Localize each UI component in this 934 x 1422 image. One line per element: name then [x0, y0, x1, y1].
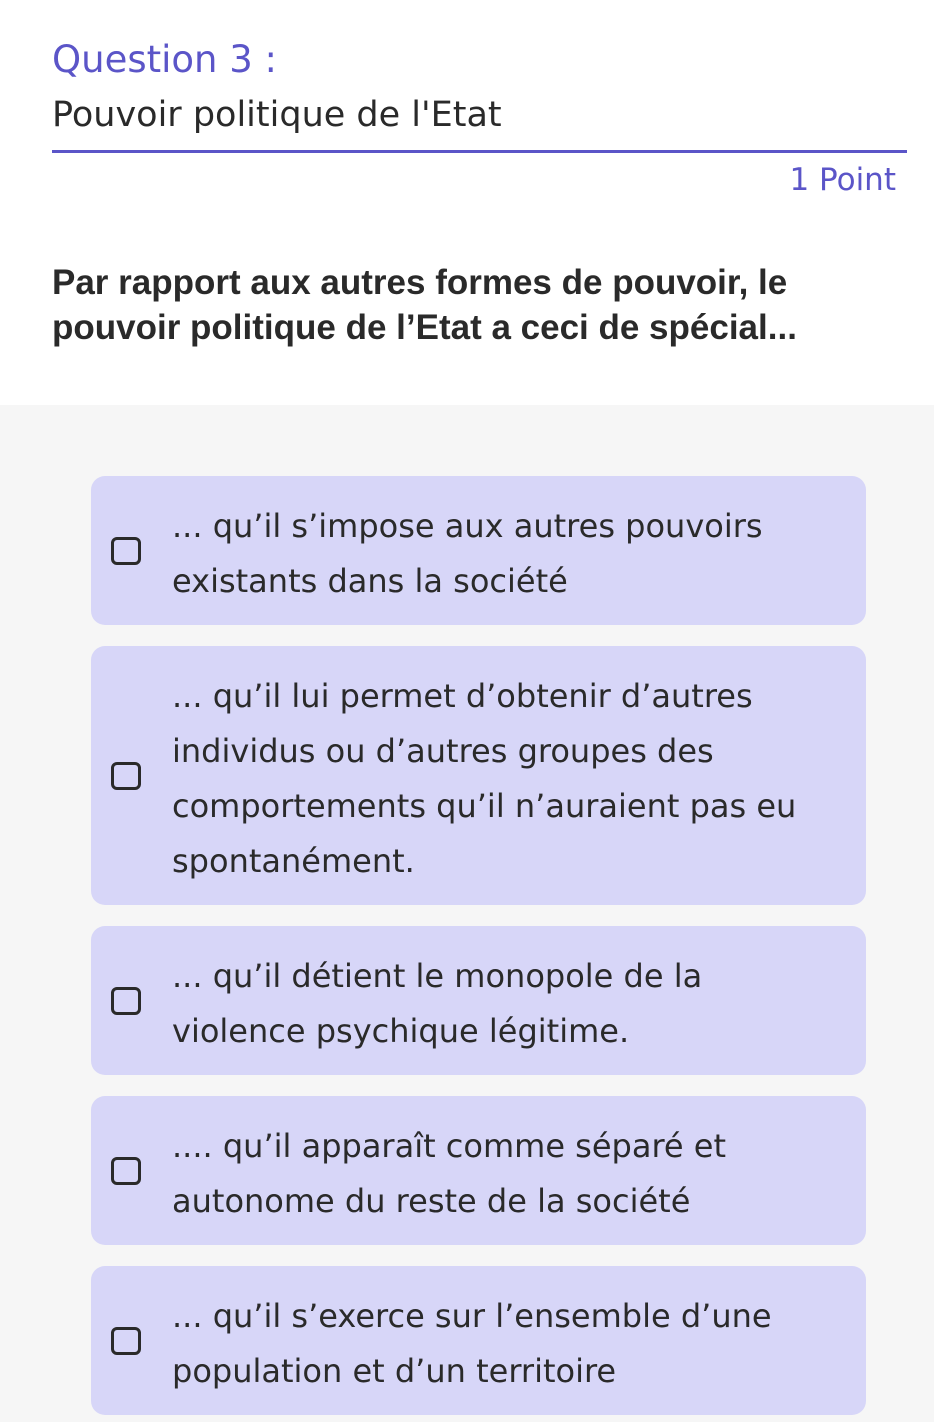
checkbox[interactable] — [111, 762, 141, 790]
points-label: 1 Point — [789, 162, 896, 198]
header-divider — [52, 150, 907, 153]
answer-option-5[interactable] — [91, 1266, 866, 1415]
answer-option-text: ... qu’il s’impose aux autres pouvoirs existants dans la société — [172, 507, 763, 600]
checkbox[interactable] — [111, 537, 141, 565]
checkbox[interactable] — [111, 1327, 141, 1355]
answer-option-3[interactable] — [91, 926, 866, 1075]
question-number: Question 3 : — [52, 38, 278, 81]
answer-option-text: ... qu’il détient le monopole de la violence psychique légitime. — [172, 957, 703, 1050]
question-prompt: Par rapport aux autres formes de pouvoir, le pouvoir politique de l’Etat a ceci de spécial... — [52, 263, 797, 347]
answer-option-2[interactable] — [91, 646, 866, 905]
answer-option-text: .... qu’il apparaît comme séparé et autonome du reste de la société — [172, 1127, 726, 1220]
answer-option-text: ... qu’il s’exerce sur l’ensemble d’une population et d’un territoire — [172, 1297, 772, 1390]
answer-option-4[interactable] — [91, 1096, 866, 1245]
answer-option-text: ... qu’il lui permet d’obtenir d’autres individus ou d’autres groupes des comportements qu’il n’auraient pas eu spontanément. — [172, 677, 797, 880]
question-topic: Pouvoir politique de l'Etat — [52, 95, 502, 135]
answer-option-1[interactable] — [91, 476, 866, 625]
checkbox[interactable] — [111, 987, 141, 1015]
answer-list — [0, 405, 934, 1422]
question-header — [0, 0, 934, 405]
checkbox[interactable] — [111, 1157, 141, 1185]
